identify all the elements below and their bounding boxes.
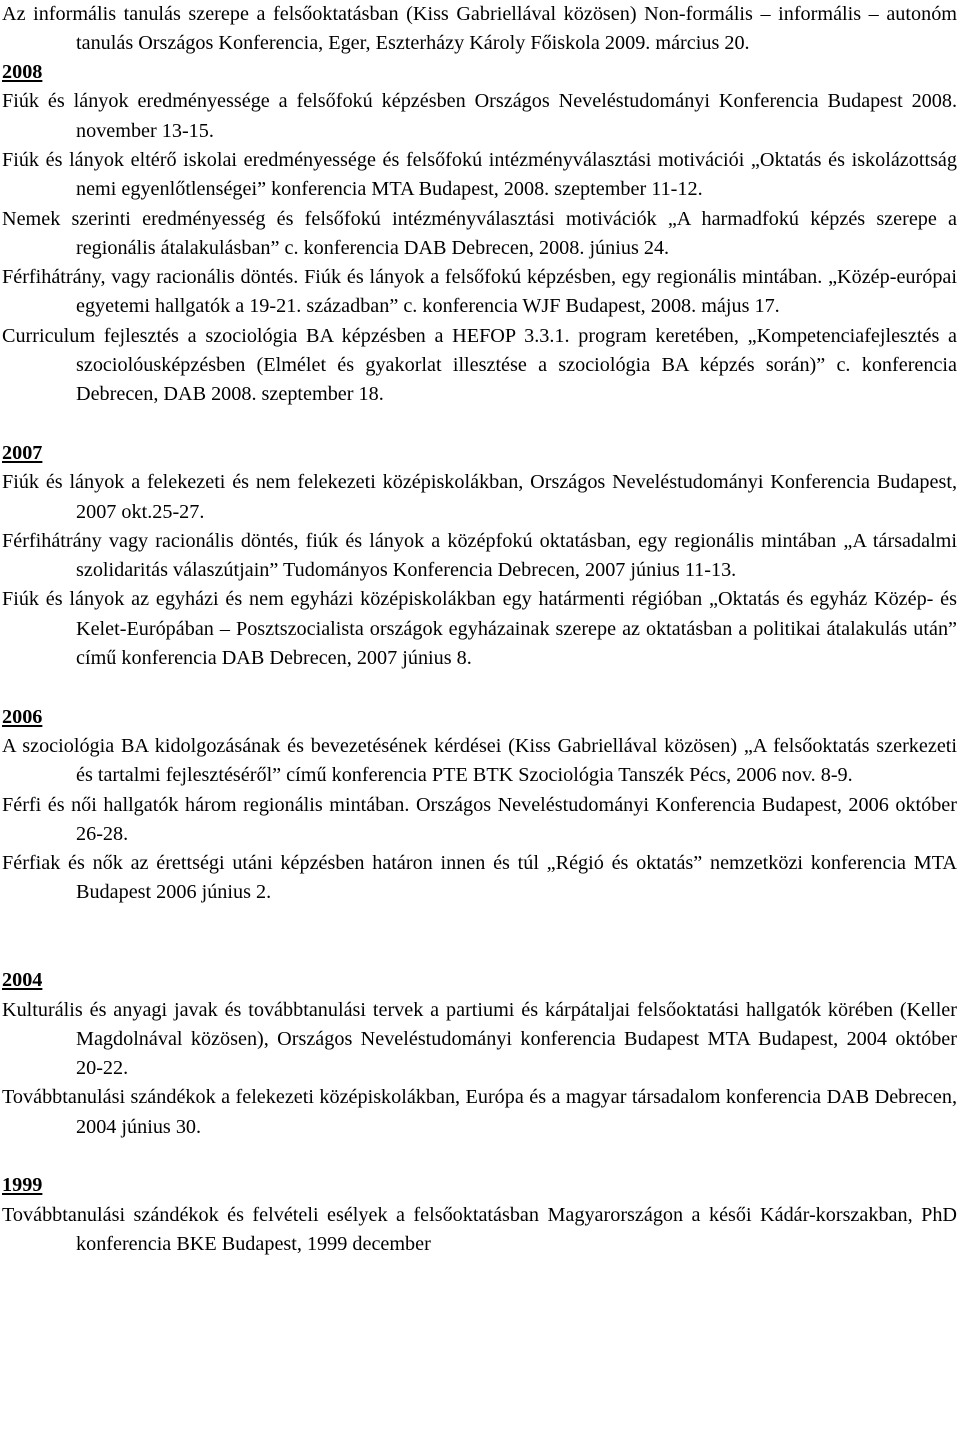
list-item: Kulturális és anyagi javak és továbbtanulási tervek a partiumi és kárpátaljai felsőoktatási hallgatók körében (Keller Magdolnával közösen), Országos Neveléstudományi konferencia Budapest MTA Budapest, 2004 október 20-22. [2,998,957,1080]
list-item: Az informális tanulás szerepe a felsőoktatásban (Kiss Gabriellával közösen) Non-formális – informális – autonóm tanulás Országos Konferencia, Eger, Eszterházy Károly Főiskola 2009. március 20. [2,2,957,54]
year-heading-2004: 2004 [2,969,43,992]
list-item: Nemek szerinti eredményesség és felsőfokú intézményválasztási motivációk „A harmadfokú képzés szerepe a regionális átalakulásban” c. konferencia DAB Debrecen, 2008. június 24. [2,207,957,259]
list-item: Fiúk és lányok az egyházi és nem egyházi középiskolákban egy határmenti régióban „Oktatás és egyház Közép- és Kelet-Európában – Posztszocialista országok egyházainak szerepe az oktatásban a politikai átalakulás után” című konferencia DAB Debrecen, 2007 június 8. [2,588,957,670]
list-item: Férfihátrány, vagy racionális döntés. Fiúk és lányok a felsőfokú képzésben, egy regionális mintában. „Közép-európai egyetemi hallgatók a 19-21. században” c. konferencia WJF Budapest, 2008. május 17. [2,266,957,318]
section-spacer [2,1142,957,1171]
list-item: Fiúk és lányok a felekezeti és nem felekezeti középiskolákban, Országos Neveléstudományi Konferencia Budapest, 2007 okt.25-27. [2,471,957,523]
year-heading-1999: 1999 [2,1174,43,1197]
list-item: Fiúk és lányok eredményessége a felsőfokú képzésben Országos Neveléstudományi Konferencia Budapest 2008. november 13-15. [2,90,957,142]
list-item: A szociológia BA kidolgozásának és bevezetésének kérdései (Kiss Gabriellával közösen) „A felsőoktatás szerkezeti és tartalmi fejlesztéséről” című konferencia PTE BTK Szociológia Tanszék Pécs, 2006 nov. 8-9. [2,734,957,787]
year-heading-2007: 2007 [2,441,43,464]
list-item: Fiúk és lányok eltérő iskolai eredményessége és felsőfokú intézményválasztási motivációi „Oktatás és iskolázottság nemi egyenlőtlenségei” konferencia MTA Budapest, 2008. szeptember 11-12. [2,148,957,201]
list-item: Férfi és női hallgatók három regionális mintában. Országos Neveléstudományi Konferencia Budapest, 2006 október 26-28. [2,793,957,845]
list-item: Férfihátrány vagy racionális döntés, fiúk és lányok a középfokú oktatásban, egy regionális mintában „A társadalmi szolidaritás válaszútjain” Tudományos Konferencia Debrecen, 2007 június 11-13. [2,529,957,582]
year-heading-2006: 2006 [2,705,43,728]
list-item: Curriculum fejlesztés a szociológia BA képzésben a HEFOP 3.3.1. program keretében, „Kompetenciafejlesztés a szociolóusképzésben (Elmélet és gyakorlat illesztése a szociológia BA képzés során)” c. konferencia Debrecen, DAB 2008. szeptember 18. [2,324,957,406]
list-item: Továbbtanulási szándékok és felvételi esélyek a felsőoktatásban Magyarországon a késői Kádár-korszakban, PhD konferencia BKE Budapest, 1999 december [2,1203,957,1255]
section-spacer [2,410,957,439]
list-item: Továbbtanulási szándékok a felekezeti középiskolákban, Európa és a magyar társadalom konferencia DAB Debrecen, 2004 június 30. [2,1086,957,1138]
section-spacer [2,908,957,967]
section-spacer [2,673,957,702]
list-item: Férfiak és nők az érettségi utáni képzésben határon innen és túl „Régió és oktatás” nemzetközi konferencia MTA Budapest 2006 június 2. [2,852,957,904]
document-page [2,0,957,1259]
year-heading-2008: 2008 [2,61,43,84]
